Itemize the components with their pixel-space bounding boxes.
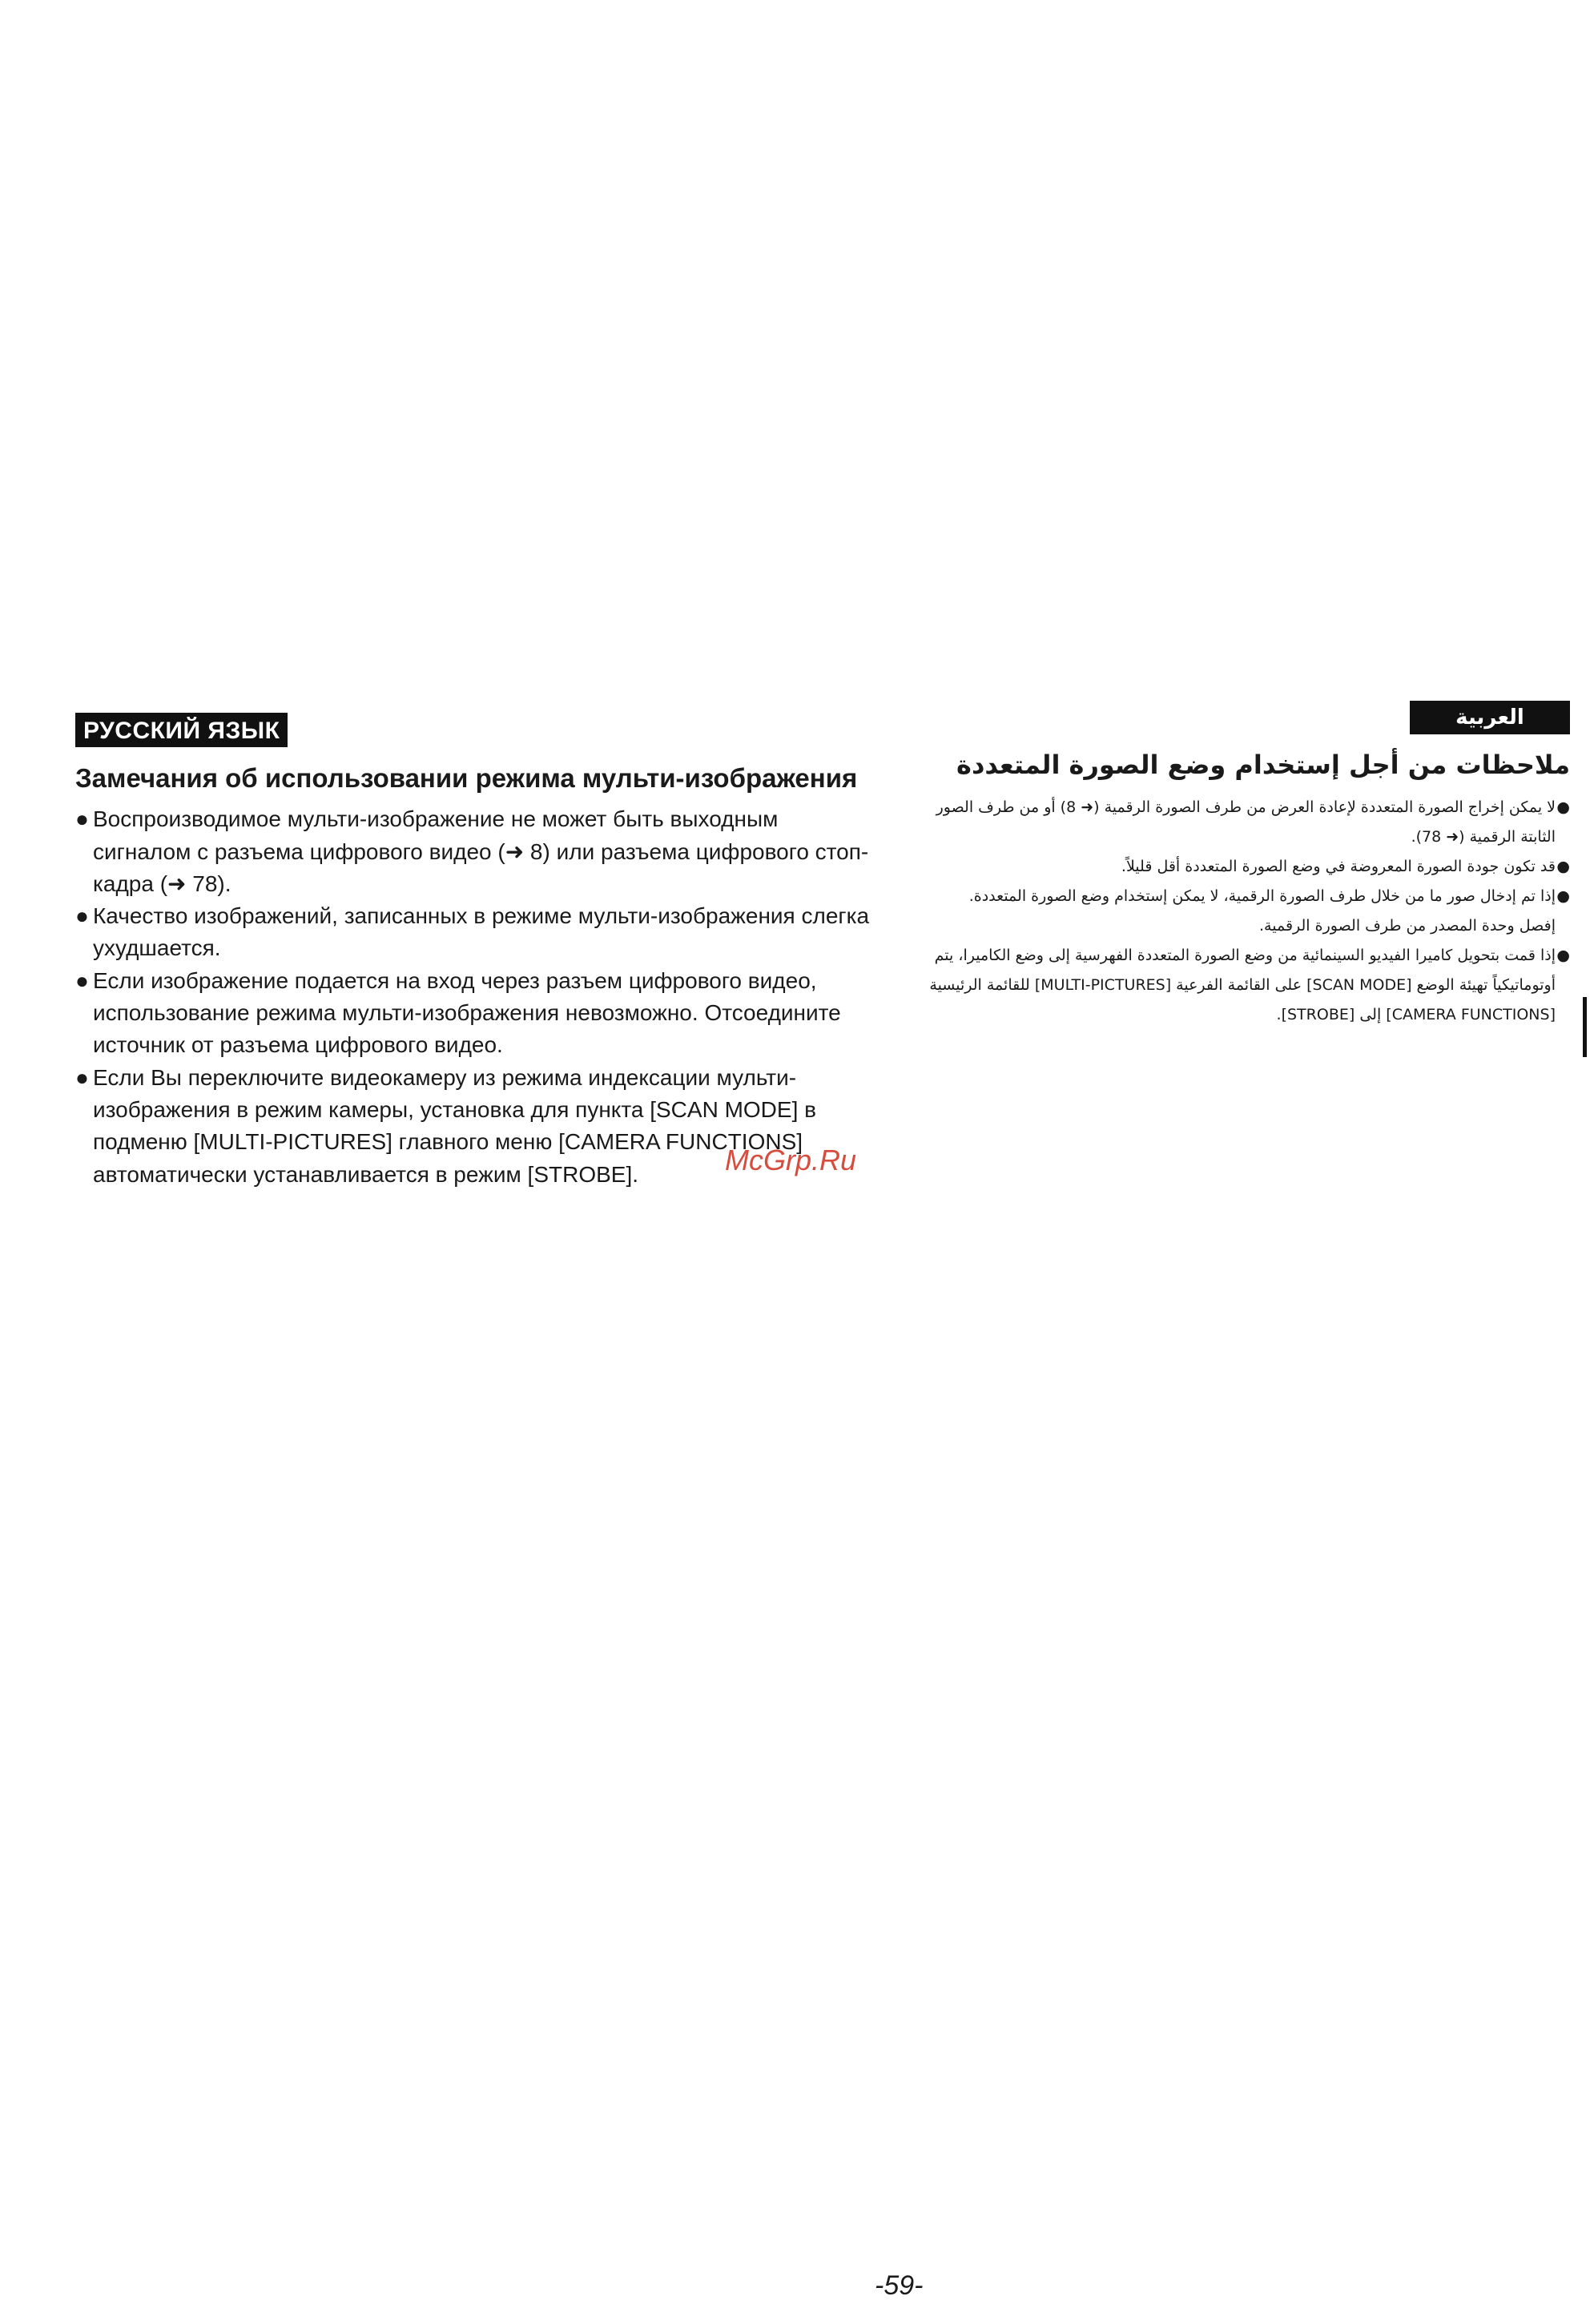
bullet-icon: ●	[1556, 887, 1570, 906]
bullet-icon: ●	[75, 967, 89, 993]
bullet-icon: ●	[1556, 798, 1570, 816]
section-title-russian: Замечания об использовании режима мульти-изображения	[75, 763, 858, 793]
notes-list-russian	[75, 803, 876, 1191]
section-title-arabic: ملاحظات من أجل إستخدام وضع الصورة المتعددة	[956, 750, 1570, 780]
russian-section	[75, 713, 876, 1191]
list-item: ● Качество изображений, записанных в режиме мульти-изображения слегка ухудшается.	[75, 900, 876, 965]
list-item: ● لا يمكن إخراج الصورة المتعددة لإعادة العرض من طرف الصورة الرقمية (➜ 8) أو من طرف الصور الثابتة الرقمية (➜ 78).	[929, 793, 1570, 852]
language-label-arabic: العربية	[1410, 701, 1570, 734]
margin-bar	[1583, 997, 1587, 1057]
language-label-russian: РУССКИЙ ЯЗЫК	[75, 713, 288, 747]
notes-list-arabic	[929, 793, 1570, 1030]
list-item: ● إذا تم إدخال صور ما من خلال طرف الصورة الرقمية، لا يمكن إستخدام وضع الصورة المتعددة. إفصل وحدة المصدر من طرف الصورة الرقمية.	[929, 882, 1570, 941]
list-item: ● Воспроизводимое мульти-изображение не может быть выходным сигналом с разъема цифрового видео (➜ 8) или разъема цифрового стоп-кадра (➜ 78).	[75, 803, 876, 900]
bullet-icon: ●	[1556, 858, 1570, 876]
bullet-icon: ●	[1556, 947, 1570, 965]
bullet-icon: ●	[75, 806, 89, 832]
list-item: ● Если Вы переключите видеокамеру из режима индексации мульти-изображения в режим камеры, установка для пункта [SCAN MODE] в подменю [MULTI-PICTURES] главного меню [CAMERA FUNCTIONS] автоматически устанавливается в режим [STROBE].	[75, 1062, 876, 1191]
watermark: McGrp.Ru	[725, 1144, 857, 1176]
page-number: -59-	[875, 2270, 924, 2301]
list-item: ● قد تكون جودة الصورة المعروضة في وضع الصورة المتعددة أقل قليلاً.	[929, 852, 1570, 882]
list-item: ● إذا قمت بتحويل كاميرا الفيديو السينمائية من وضع الصورة المتعددة الفهرسية إلى وضع الكاميرا، يتم أوتوماتيكياً تهيئة الوضع [SCAN MODE] على القائمة الفرعية [MULTI-PICTURES] للقائمة الرئيسية [CAMERA FUNCTIONS] إلى [STROBE].	[929, 941, 1570, 1030]
bullet-icon: ●	[75, 903, 89, 929]
bullet-icon: ●	[75, 1064, 89, 1090]
list-item: ● Если изображение подается на вход через разъем цифрового видео, использование режима мульти-изображения невозможно. Отсоедините источник от разъема цифрового видео.	[75, 965, 876, 1062]
